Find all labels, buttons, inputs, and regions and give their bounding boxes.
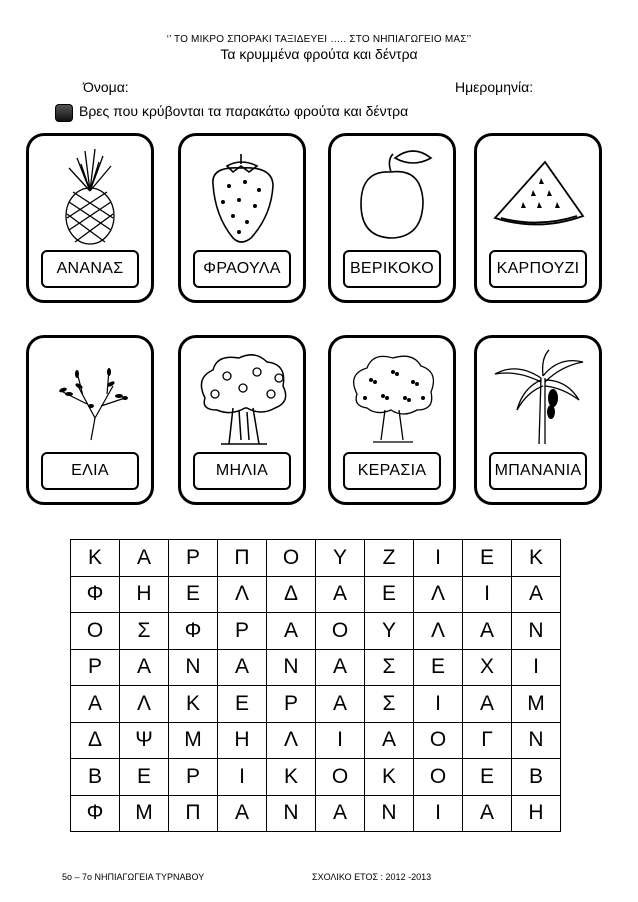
grid-cell[interactable]: Α [71,686,120,723]
grid-cell[interactable]: Α [120,649,169,686]
grid-cell[interactable]: Ρ [71,649,120,686]
grid-row [71,649,561,686]
grid-cell[interactable]: Ο [71,613,120,650]
grid-cell[interactable]: Ν [267,649,316,686]
grid-cell[interactable]: Β [512,759,561,796]
grid-cell[interactable]: Ν [512,722,561,759]
grid-cell[interactable]: Ε [169,576,218,613]
grid-cell[interactable]: Α [316,649,365,686]
grid-cell[interactable]: Κ [71,540,120,577]
grid-cell[interactable]: Λ [120,686,169,723]
grid-cell[interactable]: Σ [365,686,414,723]
bullet-icon [55,104,73,122]
footer-schools: 5ο – 7ο ΝΗΠΙΑΓΩΓΕΙΑ ΤΥΡΝΑΒΟΥ [62,872,205,882]
watermelon-slice-icon [487,146,589,246]
banana-tree-icon [487,348,589,448]
card-strawberry [178,133,306,303]
grid-cell[interactable]: Λ [218,576,267,613]
cherry-tree-icon [341,348,443,448]
grid-cell[interactable]: Μ [169,722,218,759]
grid-cell[interactable]: Ε [120,759,169,796]
grid-cell[interactable]: Κ [169,686,218,723]
grid-cell[interactable]: Κ [267,759,316,796]
grid-cell[interactable]: Ρ [169,540,218,577]
grid-cell[interactable]: Α [512,576,561,613]
grid-cell[interactable]: Κ [512,540,561,577]
card-apple-tree [178,335,306,505]
card-label: ΒΕΡΙΚΟΚΟ [343,250,441,288]
grid-cell[interactable]: Λ [414,613,463,650]
olive-branch-icon [39,348,141,448]
grid-cell[interactable]: Ι [414,686,463,723]
card-label: ΦΡΑΟΥΛΑ [193,250,291,288]
card-label: ΚΕΡΑΣΙΑ [343,452,441,490]
grid-cell[interactable]: Ρ [267,686,316,723]
card-label: ΜΗΛΙΑ [193,452,291,490]
grid-cell[interactable]: Ν [365,795,414,832]
grid-cell[interactable]: Ι [414,795,463,832]
grid-cell[interactable]: Υ [365,613,414,650]
grid-row [71,576,561,613]
strawberry-icon [191,146,293,246]
card-label: ΑΝΑΝΑΣ [41,250,139,288]
grid-cell[interactable]: Χ [463,649,512,686]
grid-cell[interactable]: Ν [169,649,218,686]
grid-cell[interactable]: Λ [267,722,316,759]
grid-cell[interactable]: Ο [316,613,365,650]
grid-cell[interactable]: Π [169,795,218,832]
grid-cell[interactable]: Ν [267,795,316,832]
grid-cell[interactable]: Ε [463,540,512,577]
grid-cell[interactable]: Φ [169,613,218,650]
grid-cell[interactable]: Η [512,795,561,832]
grid-cell[interactable]: Ι [463,576,512,613]
word-search-grid [70,539,561,832]
grid-cell[interactable]: Ο [316,759,365,796]
apple-tree-icon [191,348,293,448]
document-title: Τα κρυμμένα φρούτα και δέντρα [220,46,418,62]
grid-cell[interactable]: Ε [414,649,463,686]
grid-cell[interactable]: Ζ [365,540,414,577]
grid-cell[interactable]: Ι [414,540,463,577]
card-pineapple [26,133,154,303]
grid-cell[interactable]: Φ [71,576,120,613]
name-label: Όνομα: [83,79,129,95]
grid-cell[interactable]: Σ [365,649,414,686]
grid-cell[interactable]: Ο [414,759,463,796]
card-olive [26,335,154,505]
card-label: ΜΠΑΝΑΝΙΑ [489,452,587,490]
grid-cell[interactable]: Ι [218,759,267,796]
grid-cell[interactable]: Ν [512,613,561,650]
grid-cell[interactable]: Δ [267,576,316,613]
date-label: Ημερομηνία: [455,79,534,95]
grid-cell[interactable]: Α [463,686,512,723]
grid-cell[interactable]: Α [316,686,365,723]
card-label: ΚΑΡΠΟΥΖΙ [489,250,587,288]
grid-cell[interactable]: Α [267,613,316,650]
grid-cell[interactable]: Ε [218,686,267,723]
grid-cell[interactable]: Σ [120,613,169,650]
grid-cell[interactable]: Α [365,722,414,759]
grid-cell[interactable]: Π [218,540,267,577]
grid-cell[interactable]: Ο [414,722,463,759]
grid-cell[interactable]: Ι [316,722,365,759]
grid-row [71,686,561,723]
grid-cell[interactable]: Υ [316,540,365,577]
grid-cell[interactable]: Ε [365,576,414,613]
grid-cell[interactable]: Μ [512,686,561,723]
grid-row [71,613,561,650]
grid-cell[interactable]: Γ [463,722,512,759]
pineapple-icon [39,146,141,246]
grid-row [71,722,561,759]
card-banana-tree [474,335,602,505]
grid-cell[interactable]: Α [463,613,512,650]
grid-cell[interactable]: Η [218,722,267,759]
card-cherry-tree [328,335,456,505]
grid-cell[interactable]: Ε [463,759,512,796]
grid-cell[interactable]: Λ [414,576,463,613]
grid-cell[interactable]: Κ [365,759,414,796]
grid-cell[interactable]: Α [316,795,365,832]
footer-school-year: ΣΧΟΛΙΚΟ ΕΤΟΣ : 2012 -2013 [312,872,432,882]
document-subtitle: ‘’ ΤΟ ΜΙΚΡΟ ΣΠΟΡΑΚΙ ΤΑΞΙΔΕΥΕΙ ….. ΣΤΟ ΝΗΠΙΑΓΩΓΕΙΟ ΜΑΣ’’ [166,34,472,45]
apricot-icon [341,146,443,246]
grid-cell[interactable]: Μ [120,795,169,832]
grid-cell[interactable]: Φ [71,795,120,832]
grid-row [71,759,561,796]
grid-cell[interactable]: Η [120,576,169,613]
grid-cell[interactable]: Ι [512,649,561,686]
grid-cell[interactable]: Ψ [120,722,169,759]
grid-cell[interactable]: Α [316,576,365,613]
instruction-text: Βρες που κρύβονται τα παρακάτω φρούτα και δέντρα [79,103,409,119]
grid-cell[interactable]: Α [120,540,169,577]
grid-cell[interactable]: Α [463,795,512,832]
grid-row [71,540,561,577]
grid-cell[interactable]: Δ [71,722,120,759]
grid-cell[interactable]: Ρ [218,613,267,650]
grid-row [71,795,561,832]
grid-cell[interactable]: Ρ [169,759,218,796]
grid-cell[interactable]: Ο [267,540,316,577]
card-apricot [328,133,456,303]
card-label: ΕΛΙΑ [41,452,139,490]
card-watermelon [474,133,602,303]
grid-cell[interactable]: Α [218,649,267,686]
grid-cell[interactable]: Β [71,759,120,796]
grid-cell[interactable]: Α [218,795,267,832]
